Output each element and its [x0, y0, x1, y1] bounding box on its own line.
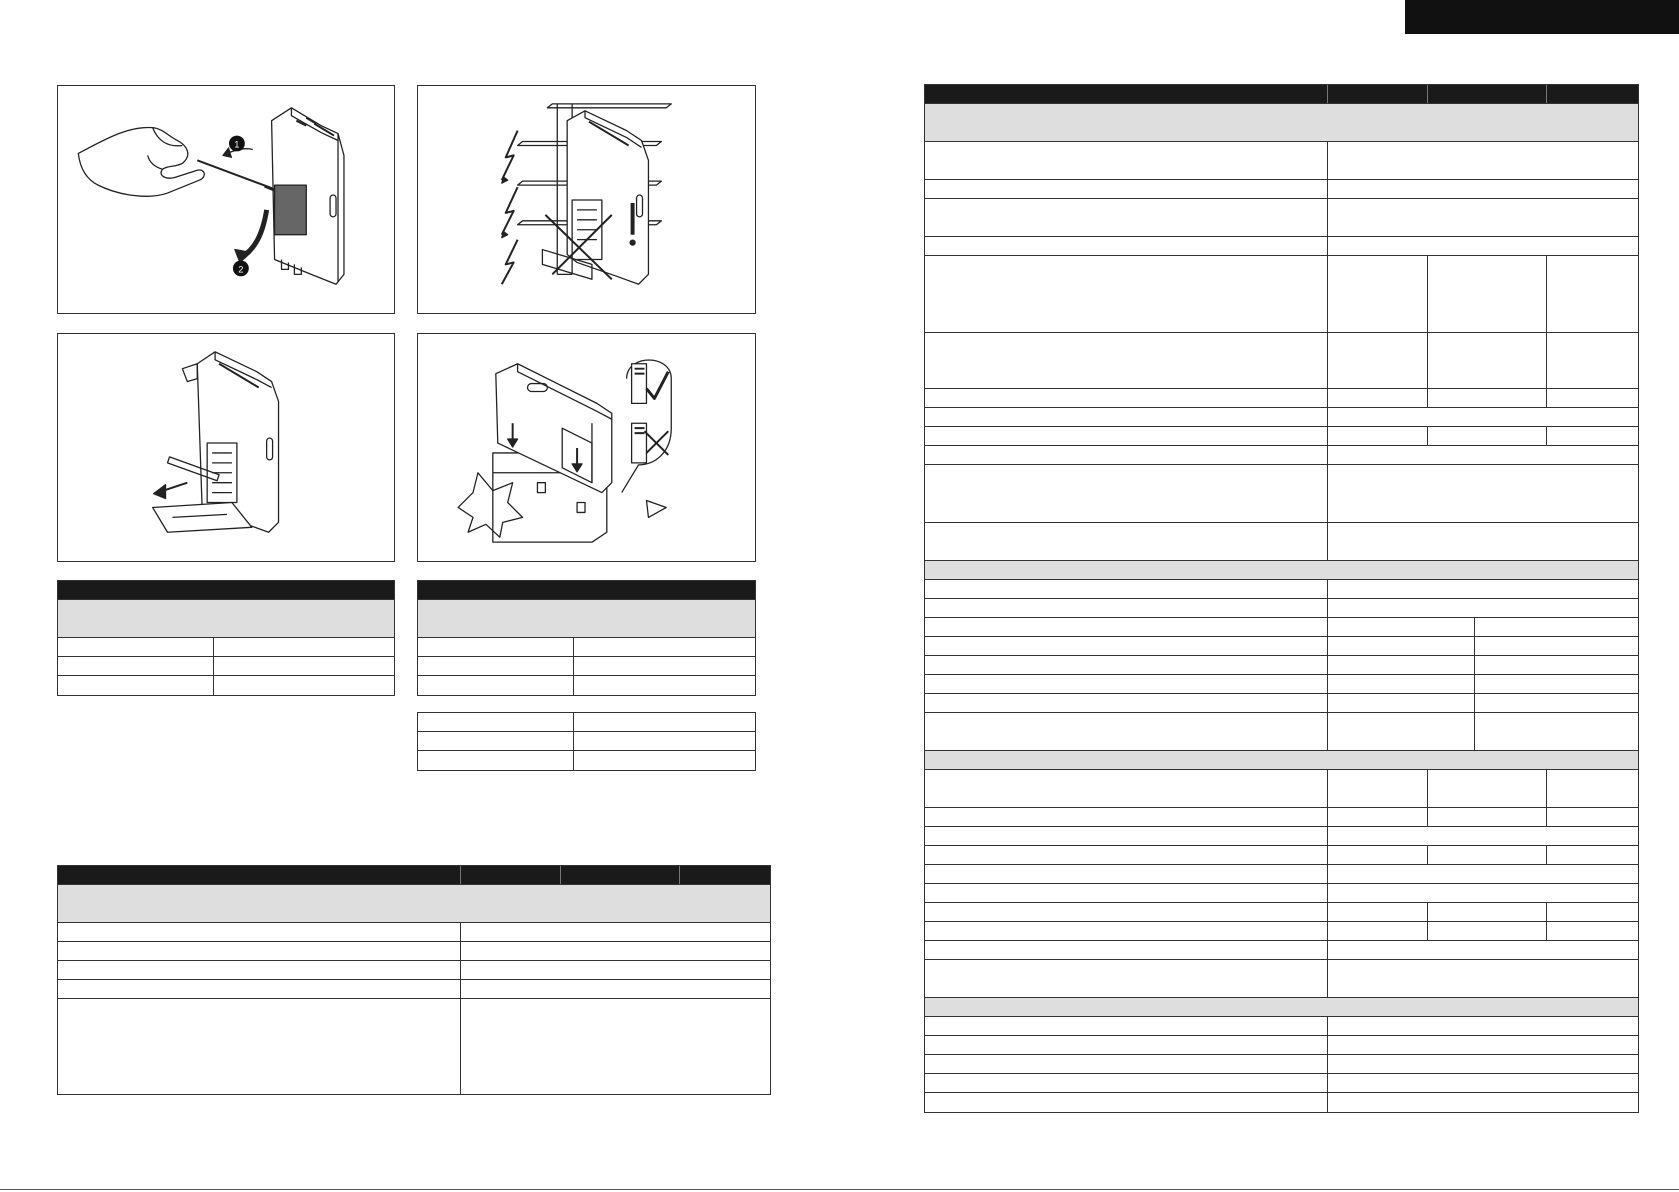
table-cell	[1546, 922, 1638, 940]
table-d-row-5	[58, 961, 770, 980]
table-b-row-4	[418, 657, 755, 676]
table-cell	[213, 676, 394, 695]
table-e-row-15	[925, 561, 1638, 580]
table-cell	[925, 599, 1327, 617]
table-e-row-20	[925, 656, 1638, 675]
table-b-row-2	[418, 600, 755, 638]
table-cell	[573, 657, 755, 675]
table-e-row-9	[925, 389, 1638, 408]
table-cell	[1327, 618, 1474, 636]
table-cell	[1546, 846, 1638, 864]
table-cell	[1427, 770, 1546, 807]
table-d-row-1	[58, 866, 770, 885]
table-cell	[1327, 1074, 1638, 1092]
table-e-row-21	[925, 675, 1638, 694]
table-c-row-3	[418, 751, 755, 770]
table-cell	[925, 85, 1327, 103]
table-e-row-12	[925, 446, 1638, 465]
table-cell	[1327, 1017, 1638, 1035]
table-e-row-18	[925, 618, 1638, 637]
table-cell	[573, 638, 755, 656]
table-c-row-1	[418, 713, 755, 732]
table-cell	[925, 199, 1327, 236]
table-cell	[1474, 675, 1638, 693]
table-cell	[1546, 333, 1638, 388]
page-bottom-rule	[0, 1189, 1679, 1190]
table-cell	[1546, 770, 1638, 807]
step-2-label: 2	[238, 264, 244, 275]
table-cell	[925, 389, 1327, 407]
table-cell	[418, 638, 573, 656]
table-a	[57, 580, 395, 696]
table-cell	[1427, 333, 1546, 388]
table-cell	[1327, 941, 1638, 959]
table-cell	[58, 999, 460, 1094]
table-cell	[925, 523, 1327, 560]
table-cell	[1427, 808, 1546, 826]
table-cell	[1474, 656, 1638, 674]
table-e-row-26	[925, 808, 1638, 827]
table-cell	[1427, 256, 1546, 332]
table-cell	[925, 903, 1327, 921]
table-e-row-8	[925, 333, 1638, 389]
table-d-row-2	[58, 885, 770, 923]
table-cell	[460, 961, 770, 979]
table-cell	[925, 808, 1327, 826]
table-cell	[1327, 922, 1427, 940]
table-e	[924, 84, 1639, 1113]
table-cell	[925, 884, 1327, 902]
table-cell	[1427, 427, 1546, 445]
page-corner-tab	[1405, 0, 1679, 34]
table-c	[417, 712, 756, 771]
table-cell	[58, 638, 213, 656]
table-e-row-25	[925, 770, 1638, 808]
table-cell	[460, 999, 770, 1094]
table-e-row-16	[925, 580, 1638, 599]
table-b	[417, 580, 756, 696]
table-cell	[1327, 599, 1638, 617]
table-c-row-2	[418, 732, 755, 751]
table-cell	[1327, 408, 1638, 426]
table-cell	[418, 657, 573, 675]
table-e-row-38	[925, 1055, 1638, 1074]
table-e-row-23	[925, 713, 1638, 751]
table-e-row-31	[925, 903, 1638, 922]
table-e-row-19	[925, 637, 1638, 656]
table-a-row-3	[58, 638, 394, 657]
table-cell	[925, 333, 1327, 388]
table-cell	[460, 866, 560, 884]
table-cell	[1327, 1055, 1638, 1073]
table-cell	[1327, 199, 1638, 236]
table-d-row-4	[58, 942, 770, 961]
figure-remove-terminal	[57, 333, 395, 562]
table-cell	[1427, 903, 1546, 921]
table-cell	[925, 465, 1327, 522]
table-e-row-40	[925, 1093, 1638, 1112]
table-cell	[1546, 85, 1638, 103]
table-cell	[1427, 85, 1546, 103]
table-a-row-5	[58, 676, 394, 695]
table-cell	[1327, 427, 1427, 445]
table-cell	[1327, 675, 1474, 693]
table-cell	[1546, 389, 1638, 407]
table-cell	[925, 237, 1327, 255]
table-cell	[1546, 903, 1638, 921]
table-cell	[925, 446, 1327, 464]
table-cell	[573, 676, 755, 695]
table-cell	[573, 751, 755, 770]
table-a-row-4	[58, 657, 394, 676]
table-cell	[1546, 256, 1638, 332]
table-cell	[925, 637, 1327, 655]
table-cell	[1327, 846, 1427, 864]
table-cell	[1327, 180, 1638, 198]
table-cell	[679, 866, 770, 884]
table-cell	[213, 657, 394, 675]
table-cell	[1327, 903, 1427, 921]
table-cell	[1427, 389, 1546, 407]
table-cell	[925, 1093, 1327, 1112]
table-cell	[58, 923, 460, 941]
table-cell	[925, 1017, 1327, 1035]
table-cell	[1427, 922, 1546, 940]
table-cell	[925, 675, 1327, 693]
table-cell	[58, 942, 460, 960]
table-cell	[1327, 1036, 1638, 1054]
table-cell	[1327, 333, 1427, 388]
table-e-row-1	[925, 85, 1638, 104]
table-cell	[460, 942, 770, 960]
table-e-row-29	[925, 865, 1638, 884]
table-cell	[925, 142, 1327, 179]
table-cell	[58, 676, 213, 695]
table-e-row-2	[925, 104, 1638, 142]
table-cell	[1327, 142, 1638, 179]
table-cell	[925, 656, 1327, 674]
table-e-row-6	[925, 237, 1638, 256]
table-cell	[1327, 865, 1638, 883]
table-cell	[925, 827, 1327, 845]
table-e-row-24	[925, 751, 1638, 770]
table-e-row-36	[925, 1017, 1638, 1036]
table-d-row-7	[58, 999, 770, 1094]
table-cell	[58, 961, 460, 979]
table-cell	[925, 580, 1327, 598]
table-e-row-33	[925, 941, 1638, 960]
table-cell	[1474, 713, 1638, 750]
table-cell	[1327, 827, 1638, 845]
table-cell	[1327, 580, 1638, 598]
table-cell	[925, 694, 1327, 712]
table-cell	[925, 1074, 1327, 1092]
table-e-row-14	[925, 523, 1638, 561]
table-cell	[460, 980, 770, 998]
table-e-row-4	[925, 180, 1638, 199]
figure-din-rail-mounting	[417, 333, 756, 562]
table-e-row-27	[925, 827, 1638, 846]
table-cell	[1327, 85, 1427, 103]
table-cell	[1427, 846, 1546, 864]
table-cell	[560, 866, 679, 884]
table-a-row-1	[58, 581, 394, 600]
table-cell	[925, 865, 1327, 883]
table-b-row-1	[418, 581, 755, 600]
table-cell	[1327, 656, 1474, 674]
table-cell	[925, 1055, 1327, 1073]
table-cell	[418, 713, 573, 731]
table-cell	[1546, 427, 1638, 445]
table-cell	[925, 846, 1327, 864]
table-cell	[573, 713, 755, 731]
table-cell	[925, 960, 1327, 997]
table-cell	[925, 427, 1327, 445]
table-cell	[213, 638, 394, 656]
table-e-row-17	[925, 599, 1638, 618]
table-cell	[925, 408, 1327, 426]
table-e-row-5	[925, 199, 1638, 237]
table-cell	[1327, 808, 1427, 826]
table-d-row-6	[58, 980, 770, 999]
table-cell	[58, 866, 460, 884]
table-cell	[1474, 637, 1638, 655]
table-cell	[925, 1036, 1327, 1054]
table-e-row-32	[925, 922, 1638, 941]
table-cell	[1327, 1093, 1638, 1112]
table-cell	[58, 657, 213, 675]
table-cell	[1474, 694, 1638, 712]
table-cell	[925, 770, 1327, 807]
table-cell	[573, 732, 755, 750]
table-b-row-3	[418, 638, 755, 657]
table-cell	[1327, 256, 1427, 332]
table-cell	[1327, 523, 1638, 560]
table-b-row-5	[418, 676, 755, 695]
table-cell	[1327, 694, 1474, 712]
table-e-row-39	[925, 1074, 1638, 1093]
table-e-row-10	[925, 408, 1638, 427]
table-cell	[418, 751, 573, 770]
table-e-row-11	[925, 427, 1638, 446]
table-cell	[925, 256, 1327, 332]
table-e-row-30	[925, 884, 1638, 903]
table-e-row-28	[925, 846, 1638, 865]
table-cell	[1327, 237, 1638, 255]
table-cell	[418, 676, 573, 695]
table-d-row-3	[58, 923, 770, 942]
table-cell	[1327, 446, 1638, 464]
table-cell	[925, 180, 1327, 198]
table-cell	[1474, 618, 1638, 636]
figure-live-parts-warning	[417, 85, 756, 314]
step-1-label: 1	[234, 139, 240, 150]
table-cell	[1327, 465, 1638, 522]
table-cell	[1327, 389, 1427, 407]
table-e-row-37	[925, 1036, 1638, 1055]
table-e-row-22	[925, 694, 1638, 713]
table-a-row-2	[58, 600, 394, 638]
table-e-row-34	[925, 960, 1638, 998]
table-cell	[925, 922, 1327, 940]
table-cell	[925, 713, 1327, 750]
table-e-row-35	[925, 998, 1638, 1017]
table-cell	[1327, 884, 1638, 902]
table-d	[57, 865, 771, 1095]
table-e-row-3	[925, 142, 1638, 180]
table-cell	[925, 618, 1327, 636]
table-cell	[1327, 770, 1427, 807]
table-cell	[1327, 637, 1474, 655]
table-e-row-13	[925, 465, 1638, 523]
table-cell	[1546, 808, 1638, 826]
table-cell	[1327, 713, 1474, 750]
table-cell	[58, 980, 460, 998]
table-e-row-7	[925, 256, 1638, 333]
table-cell	[1327, 960, 1638, 997]
figure-remove-cover	[57, 85, 395, 314]
table-cell	[925, 941, 1327, 959]
table-cell	[460, 923, 770, 941]
table-cell	[418, 732, 573, 750]
